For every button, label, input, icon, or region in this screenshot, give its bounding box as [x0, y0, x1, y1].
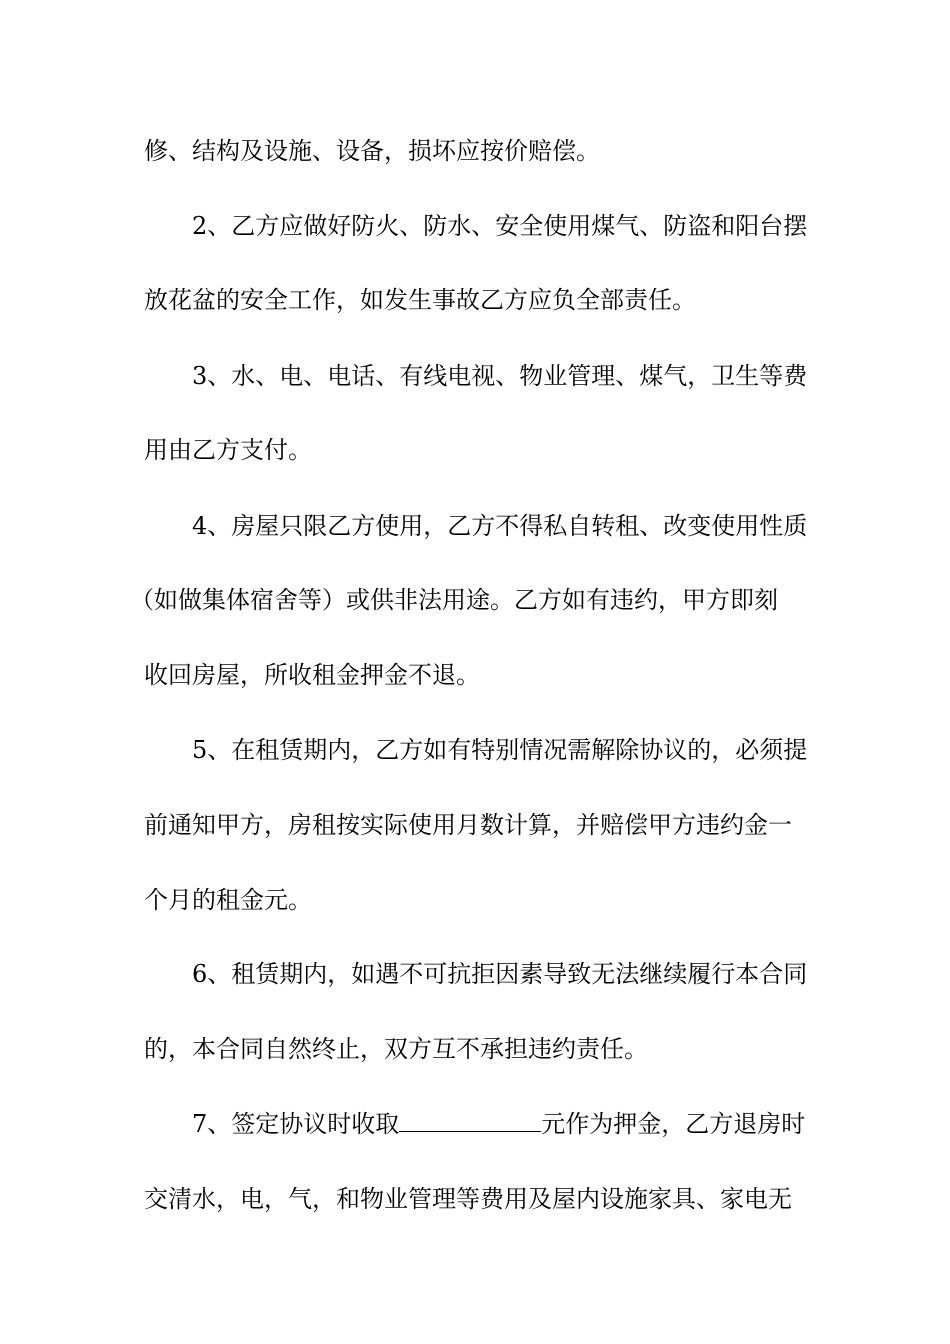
clause-4-line-2: （如做集体宿舍等）或供非法用途。乙方如有违约，甲方即刻	[130, 586, 778, 614]
clause-5-line-1: 5、在租赁期内，乙方如有特别情况需解除协议的，必须提	[192, 736, 808, 764]
clause-4-line-3: 收回房屋，所收租金押金不退。	[144, 661, 480, 689]
clause-6-line-1: 6、租赁期内，如遇不可抗拒因素导致无法继续履行本合同	[192, 960, 808, 988]
clause-2-line-2: 放花盆的安全工作，如发生事故乙方应负全部责任。	[144, 286, 696, 314]
clause-5-line-3: 个月的租金元。	[144, 886, 312, 914]
clause-7-text-before: 7、签定协议时收取	[192, 1110, 400, 1138]
clause-3-line-2: 用由乙方支付。	[144, 436, 312, 464]
deposit-amount-blank	[399, 1105, 541, 1132]
clause-7-line-1	[0, 1104, 950, 1144]
text-line: 修、结构及设施、设备，损坏应按价赔偿。	[144, 137, 600, 165]
clause-7-line-2: 交清水，电，气，和物业管理等费用及屋内设施家具、家电无	[144, 1185, 792, 1213]
clause-2-line-1: 2、乙方应做好防火、防水、安全使用煤气、防盗和阳台摆	[192, 212, 808, 240]
clause-4-line-1: 4、房屋只限乙方使用，乙方不得私自转租、改变使用性质	[192, 512, 808, 540]
clause-6-line-2: 的，本合同自然终止，双方互不承担违约责任。	[144, 1035, 648, 1063]
clause-5-line-2: 前通知甲方，房租按实际使用月数计算，并赔偿甲方违约金一	[144, 811, 792, 839]
clause-3-line-1: 3、水、电、电话、有线电视、物业管理、煤气，卫生等费	[192, 362, 808, 390]
clause-7-text-after: 元作为押金，乙方退房时	[541, 1110, 806, 1138]
